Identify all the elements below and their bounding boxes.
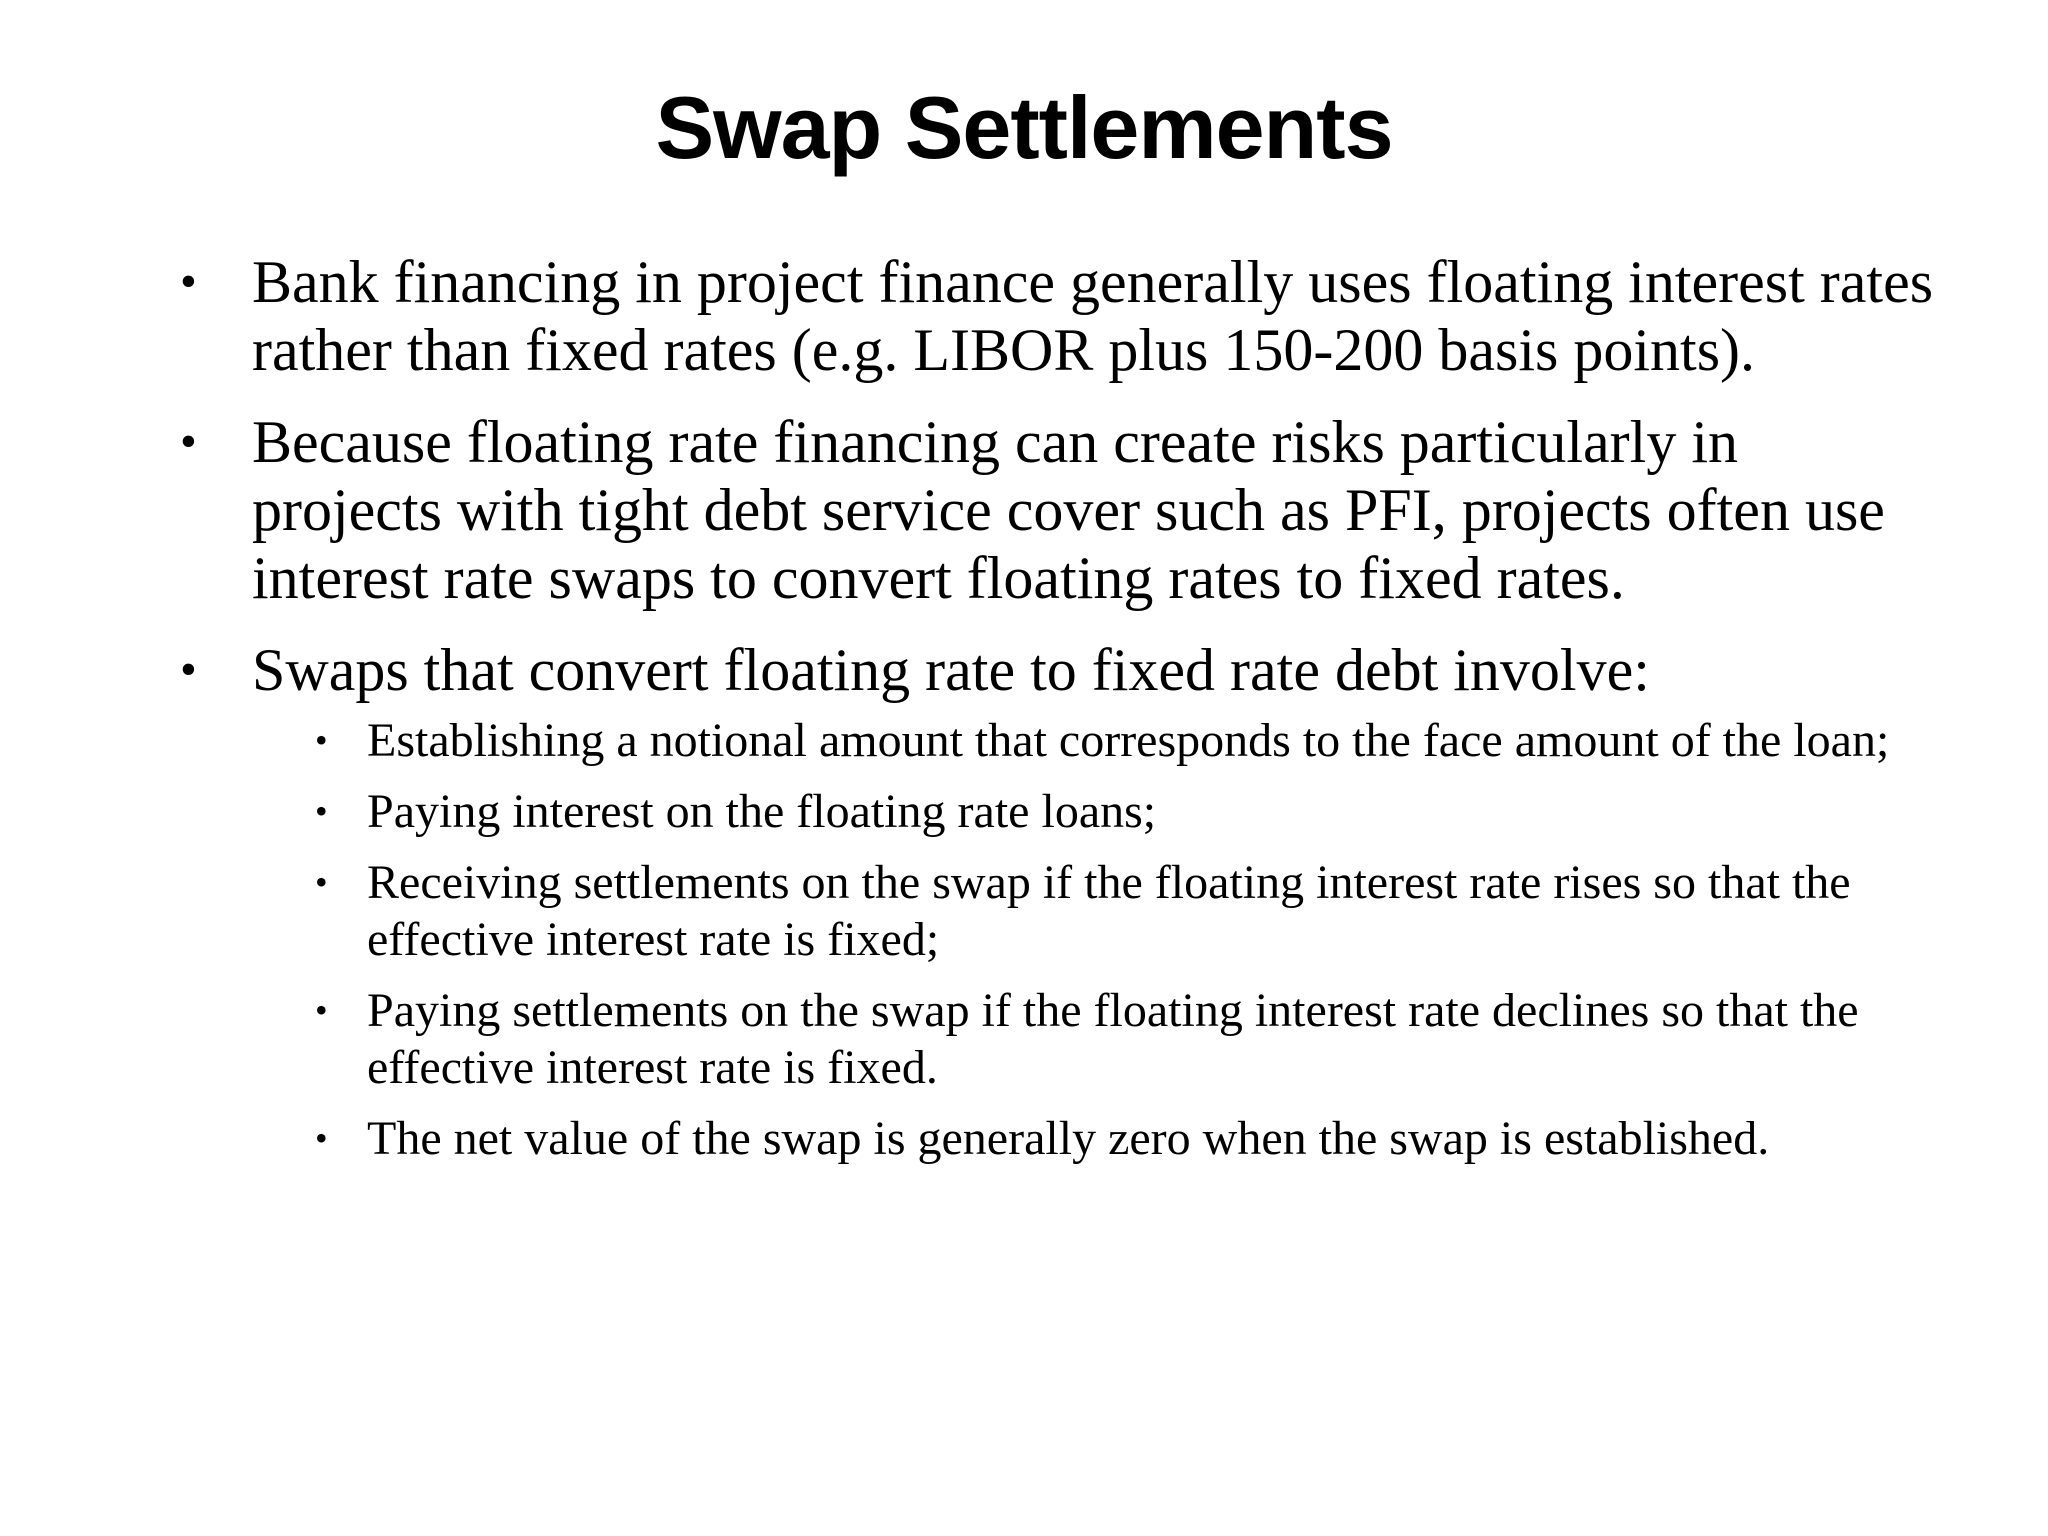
bullet-text: Because floating rate financing can create risks particularly in projects with tight debt service cover such as PFI, projects often use interest rate swaps to convert floating rates to fixed rates. — [252, 409, 1885, 611]
sub-item-text: Establishing a notional amount that corresponds to the face amount of the loan; — [367, 714, 1890, 767]
bullet-dot-icon: • — [180, 415, 197, 468]
sub-item-text: Receiving settlements on the swap if the floating interest rate rises so that the effective interest rate is fixed; — [367, 856, 1851, 966]
sub-item-text: Paying interest on the floating rate loans; — [367, 785, 1157, 838]
sub-item-paying-settlements — [315, 982, 1940, 1096]
bullet-text: Swaps that convert floating rate to fixed rate debt involve: — [252, 637, 1650, 703]
sub-item-text: The net value of the swap is generally zero when the swap is established. — [367, 1112, 1770, 1165]
sub-item-net-value — [315, 1110, 1940, 1167]
sub-item-notional-amount — [315, 712, 1940, 769]
sub-bullet-dot-icon: • — [315, 720, 328, 760]
sub-bullet-dot-icon: • — [315, 1118, 328, 1158]
sub-item-text: Paying settlements on the swap if the floating interest rate declines so that the effective interest rate is fixed. — [367, 984, 1859, 1094]
slide-content — [180, 248, 1940, 1191]
sub-item-paying-interest — [315, 783, 1940, 840]
bullet-dot-icon: • — [180, 643, 197, 696]
bullet-dot-icon: • — [180, 255, 197, 308]
sub-item-receiving-settlements — [315, 854, 1940, 968]
slide-title: Swap Settlements — [655, 78, 1393, 177]
bullet-item-swaps-involve — [180, 636, 1940, 1167]
bullet-list — [180, 248, 1940, 1167]
sub-bullet-dot-icon: • — [315, 791, 328, 831]
bullet-item-bank-financing — [180, 248, 1940, 384]
sub-bullet-list — [252, 712, 1940, 1167]
bullet-text: Bank financing in project finance generally uses floating interest rates rather than fixed rates (e.g. LIBOR plus 150-200 basis points). — [252, 249, 1934, 383]
bullet-item-floating-rate-risk — [180, 408, 1940, 612]
sub-bullet-dot-icon: • — [315, 990, 328, 1030]
sub-bullet-dot-icon: • — [315, 862, 328, 902]
